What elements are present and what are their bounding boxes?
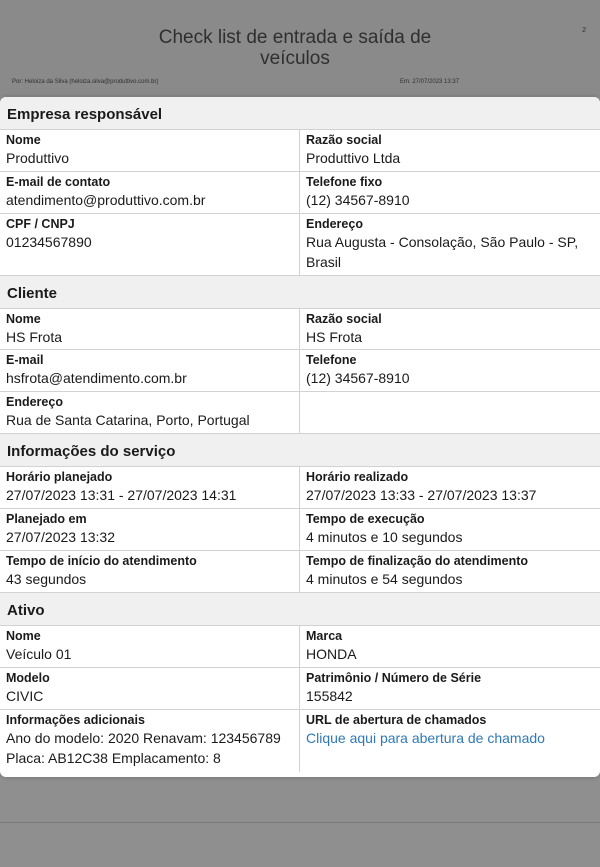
- field-horario-planejado: [0, 467, 300, 508]
- field-label: Tempo de início do atendimento: [6, 554, 197, 568]
- field-value: 155842: [306, 688, 353, 704]
- field-label: Patrimônio / Número de Série: [306, 671, 482, 685]
- field-value: CIVIC: [6, 688, 44, 704]
- author-line: Por: Heloiza da Silva (heloiza.silva@produttivo.com.br): [12, 79, 159, 85]
- field-label: Tempo de finalização do atendimento: [306, 554, 529, 568]
- field-label: Telefone: [306, 353, 357, 367]
- field-tempo-execucao: [300, 509, 600, 550]
- field-label: Endereço: [306, 217, 363, 231]
- page-header: [0, 0, 600, 96]
- open-ticket-link[interactable]: Clique aqui para abertura de chamado: [306, 730, 545, 746]
- document-title-line-2: veículos: [260, 48, 330, 69]
- section-cliente-title: Cliente: [0, 276, 600, 309]
- field-label: Nome: [6, 629, 41, 643]
- field-label: Modelo: [6, 671, 50, 685]
- field-value: Rua de Santa Catarina, Porto, Portugal: [6, 412, 250, 428]
- table-row: [0, 467, 600, 509]
- field-empresa-telefone: [300, 172, 600, 213]
- field-informacoes-adicionais: [0, 710, 300, 772]
- field-empresa-nome: [0, 130, 300, 171]
- table-row: [0, 130, 600, 172]
- field-label: Planejado em: [6, 512, 87, 526]
- page-number: 2: [582, 27, 586, 34]
- report-card: [0, 97, 600, 777]
- field-ativo-patrimonio: [300, 668, 600, 709]
- field-value: (12) 34567-8910: [306, 370, 410, 386]
- field-ativo-nome: [0, 626, 300, 667]
- section-ativo-title: Ativo: [0, 593, 600, 626]
- field-label: Nome: [6, 312, 41, 326]
- field-cliente-telefone: [300, 350, 600, 391]
- table-row: [0, 551, 600, 593]
- field-value: 27/07/2023 13:32: [6, 529, 115, 545]
- table-row: [0, 214, 600, 276]
- field-value: 27/07/2023 13:31 - 27/07/2023 14:31: [6, 487, 237, 503]
- table-row: [0, 509, 600, 551]
- field-label: Nome: [6, 133, 41, 147]
- field-empresa-razao-social: [300, 130, 600, 171]
- field-tempo-finalizacao: [300, 551, 600, 592]
- field-value: atendimento@produttivo.com.br: [6, 192, 206, 208]
- field-ativo-marca: [300, 626, 600, 667]
- section-empresa-title: Empresa responsável: [0, 97, 600, 130]
- field-label: Tempo de execução: [306, 512, 425, 526]
- field-label: Endereço: [6, 395, 63, 409]
- table-row: [0, 710, 600, 772]
- field-value-line-2: Brasil: [306, 254, 342, 270]
- field-cliente-nome: [0, 309, 300, 349]
- field-value: Produttivo: [6, 150, 70, 166]
- field-label: Marca: [306, 629, 343, 643]
- field-value: 43 segundos: [6, 571, 87, 587]
- field-label: Informações adicionais: [6, 713, 145, 727]
- table-row: [0, 172, 600, 214]
- field-url-chamados: [300, 710, 600, 772]
- section-servico-title: Informações do serviço: [0, 434, 600, 467]
- field-label: URL de abertura de chamados: [306, 713, 487, 727]
- field-value-line-2: Placa: AB12C38 Emplacamento: 8: [6, 750, 221, 766]
- field-value: Produttivo Ltda: [306, 150, 401, 166]
- field-value-line-1: Rua Augusta - Consolação, São Paulo - SP,: [306, 234, 579, 250]
- field-horario-realizado: [300, 467, 600, 508]
- field-label: E-mail: [6, 353, 44, 367]
- date-line: Em: 27/07/2023 13:37: [400, 79, 460, 85]
- field-label: Horário realizado: [306, 470, 409, 484]
- document-title: [140, 27, 450, 69]
- field-value: 4 minutos e 54 segundos: [306, 571, 463, 587]
- table-row: [0, 350, 600, 392]
- table-row: [0, 626, 600, 668]
- field-value: (12) 34567-8910: [306, 192, 410, 208]
- table-row: [0, 309, 600, 350]
- field-value: HS Frota: [306, 329, 363, 345]
- field-ativo-modelo: [0, 668, 300, 709]
- field-value: 27/07/2023 13:33 - 27/07/2023 13:37: [306, 487, 537, 503]
- field-tempo-inicio: [0, 551, 300, 592]
- field-cliente-razao-social: [300, 309, 600, 349]
- field-value: 01234567890: [6, 234, 92, 250]
- table-row: [0, 668, 600, 710]
- document-title-line-1: Check list de entrada e saída de: [158, 27, 432, 48]
- field-label: CPF / CNPJ: [6, 217, 75, 231]
- field-value: HS Frota: [6, 329, 63, 345]
- field-value-line-1: Ano do modelo: 2020 Renavam: 123456789: [6, 730, 281, 746]
- field-label: Razão social: [306, 133, 382, 147]
- empty-cell: [300, 392, 600, 433]
- field-label: Telefone fixo: [306, 175, 383, 189]
- field-label: Razão social: [306, 312, 382, 326]
- field-value: Veículo 01: [6, 646, 72, 662]
- field-cliente-endereco: [0, 392, 300, 433]
- field-planejado-em: [0, 509, 300, 550]
- field-value: 4 minutos e 10 segundos: [306, 529, 463, 545]
- footer-divider: [0, 822, 600, 823]
- field-value: hsfrota@atendimento.com.br: [6, 370, 187, 386]
- field-label: E-mail de contato: [6, 175, 111, 189]
- table-row: [0, 392, 600, 434]
- field-value: HONDA: [306, 646, 357, 662]
- field-empresa-email: [0, 172, 300, 213]
- field-empresa-cpf-cnpj: [0, 214, 300, 275]
- field-cliente-email: [0, 350, 300, 391]
- field-empresa-endereco: [300, 214, 600, 275]
- field-label: Horário planejado: [6, 470, 113, 484]
